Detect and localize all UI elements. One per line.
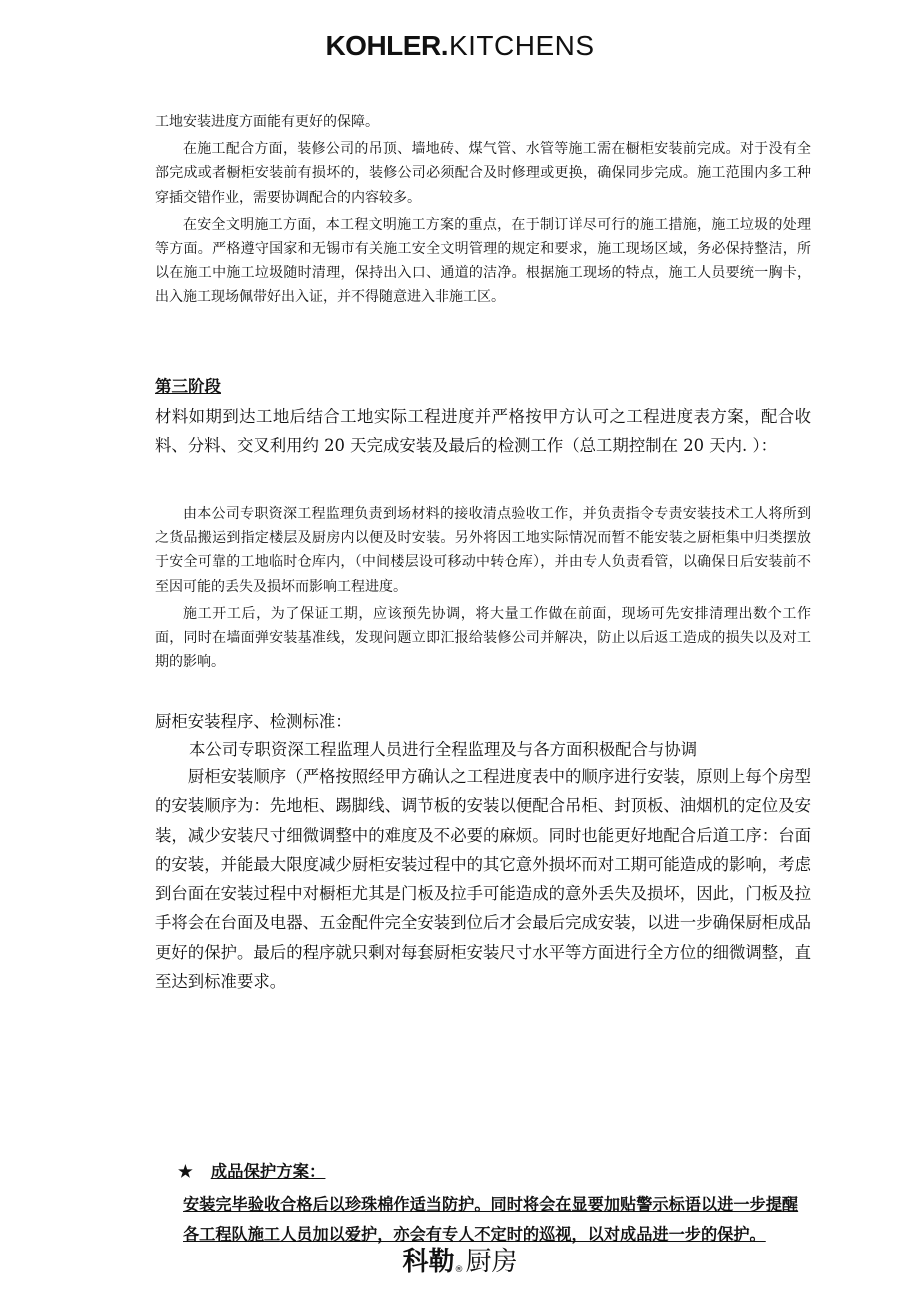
paragraph-installation-order: 厨柜安装顺序（严格按照经甲方确认之工程进度表中的顺序进行安装，原则上每个房型的安装顺序为：先地柜、踢脚线、调节板的安装以便配合吊柜、封顶板、油烟机的定位及安装，减少安装尺寸细微调整中的难度及不必要的麻烦。同时也能更好地配合后道工序：台面的安装，并能最大限度减少厨柜安装过程中的其它意外损坏而对工期可能造成的影响，考虑到台面在安装过程中对橱柜尤其是门板及拉手可能造成的意外丢失及损坏，因此，门板及拉手将会在台面及电器、五金配件完全安装到位后才会最后完成安装，以进一步确保厨柜成品更好的保护。最后的程序就只剩对每套厨柜安装尺寸水平等方面进行全方位的细微调整，直至达到标准要求。 [155,767,811,992]
footer-suffix-cn: 厨房 [465,1247,518,1277]
paragraph-stage-three-intro: 材料如期到达工地后结合工地实际工程进度并严格按甲方认可之工程进度表方案，配合收料、分料、交叉利用约 20 天完成安装及最后的检测工作（总工期控制在 20 天内. ）： [155,407,811,456]
logo-suffix: KITCHENS [448,30,595,61]
footer-brand-cn: 科勒 [402,1247,455,1277]
kohler-kitchens-logo [0,30,920,62]
installation-order-block [155,762,811,996]
installation-procedure-title: 厨柜安装程序、检测标准： [155,712,352,731]
paragraph-work-start: 施工开工后，为了保证工期，应该预先协调，将大量工作做在前面，现场可先安排清理出数个工作面，同时在墙面弹安装基准线，发现问题立即汇报给装修公司并解决，防止以后返工造成的损失以及对工期的影响。 [155,605,811,671]
stage-three-body [155,502,811,674]
logo-dot: . [440,30,449,61]
paragraph-coordination: 在施工配合方面，装修公司的吊顶、墙地砖、煤气管、水管等施工需在橱柜安装前完成。对于没有全部完成或者橱柜安装前有损坏的，装修公司必须配合及时修理或更换，确保同步完成。施工范围内多工种穿插交错作业，需要协调配合的内容较多。 [155,141,811,206]
paragraph-safety: 在安全文明施工方面，本工程文明施工方案的重点，在于制订详尽可行的施工措施，施工垃圾的处理等方面。严格遵守国家和无锡市有关施工安全文明管理的规定和要求，施工现场区域，务必保持整洁，所以在施工中施工垃圾随时清理，保持出入口、通道的洁净。根据施工现场的特点，施工人员要统一胸卡，出入施工现场佩带好出入证，并不得随意进入非施工区。 [155,216,811,306]
registered-mark: ® [454,1265,464,1275]
protection-heading-label: 成品保护方案： [210,1162,326,1181]
star-icon: ★ [178,1162,193,1181]
supervision-line: 本公司专职资深工程监理人员进行全程监理及与各方面积极配合与协调 [189,740,698,759]
protection-body: 安装完毕验收合格后以珍珠棉作适当防护。同时将会在显要加贴警示标语以进一步提醒各工程队施工人员加以爱护，亦会有专人不定时的巡视，以对成品进一步的保护。 [183,1195,799,1244]
paragraph-schedule-guarantee: 工地安装进度方面能有更好的保障。 [155,114,379,130]
logo-brand: KOHLER [325,30,441,61]
section-construction-coordination [155,110,811,310]
paragraph-material-receipt: 由本公司专职资深工程监理负责到场材料的接收清点验收工作，并负责指令专责安装技术工人将所到之货品搬运到指定楼层及厨房内以便及时安装。另外将因工地实际情况而暂不能安装之厨柜集中归类摆放于安全可靠的工地临时仓库内，（中间楼层设可移动中转仓库），并由专人负责看管，以确保日后安装前不至因可能的丢失及损坏而影响工程进度。 [155,506,811,595]
section-heading-stage-three: 第三阶段 [155,377,221,396]
protection-heading [178,1160,325,1184]
stage-three-intro [155,402,811,461]
kohler-cn-logo [0,1244,920,1288]
